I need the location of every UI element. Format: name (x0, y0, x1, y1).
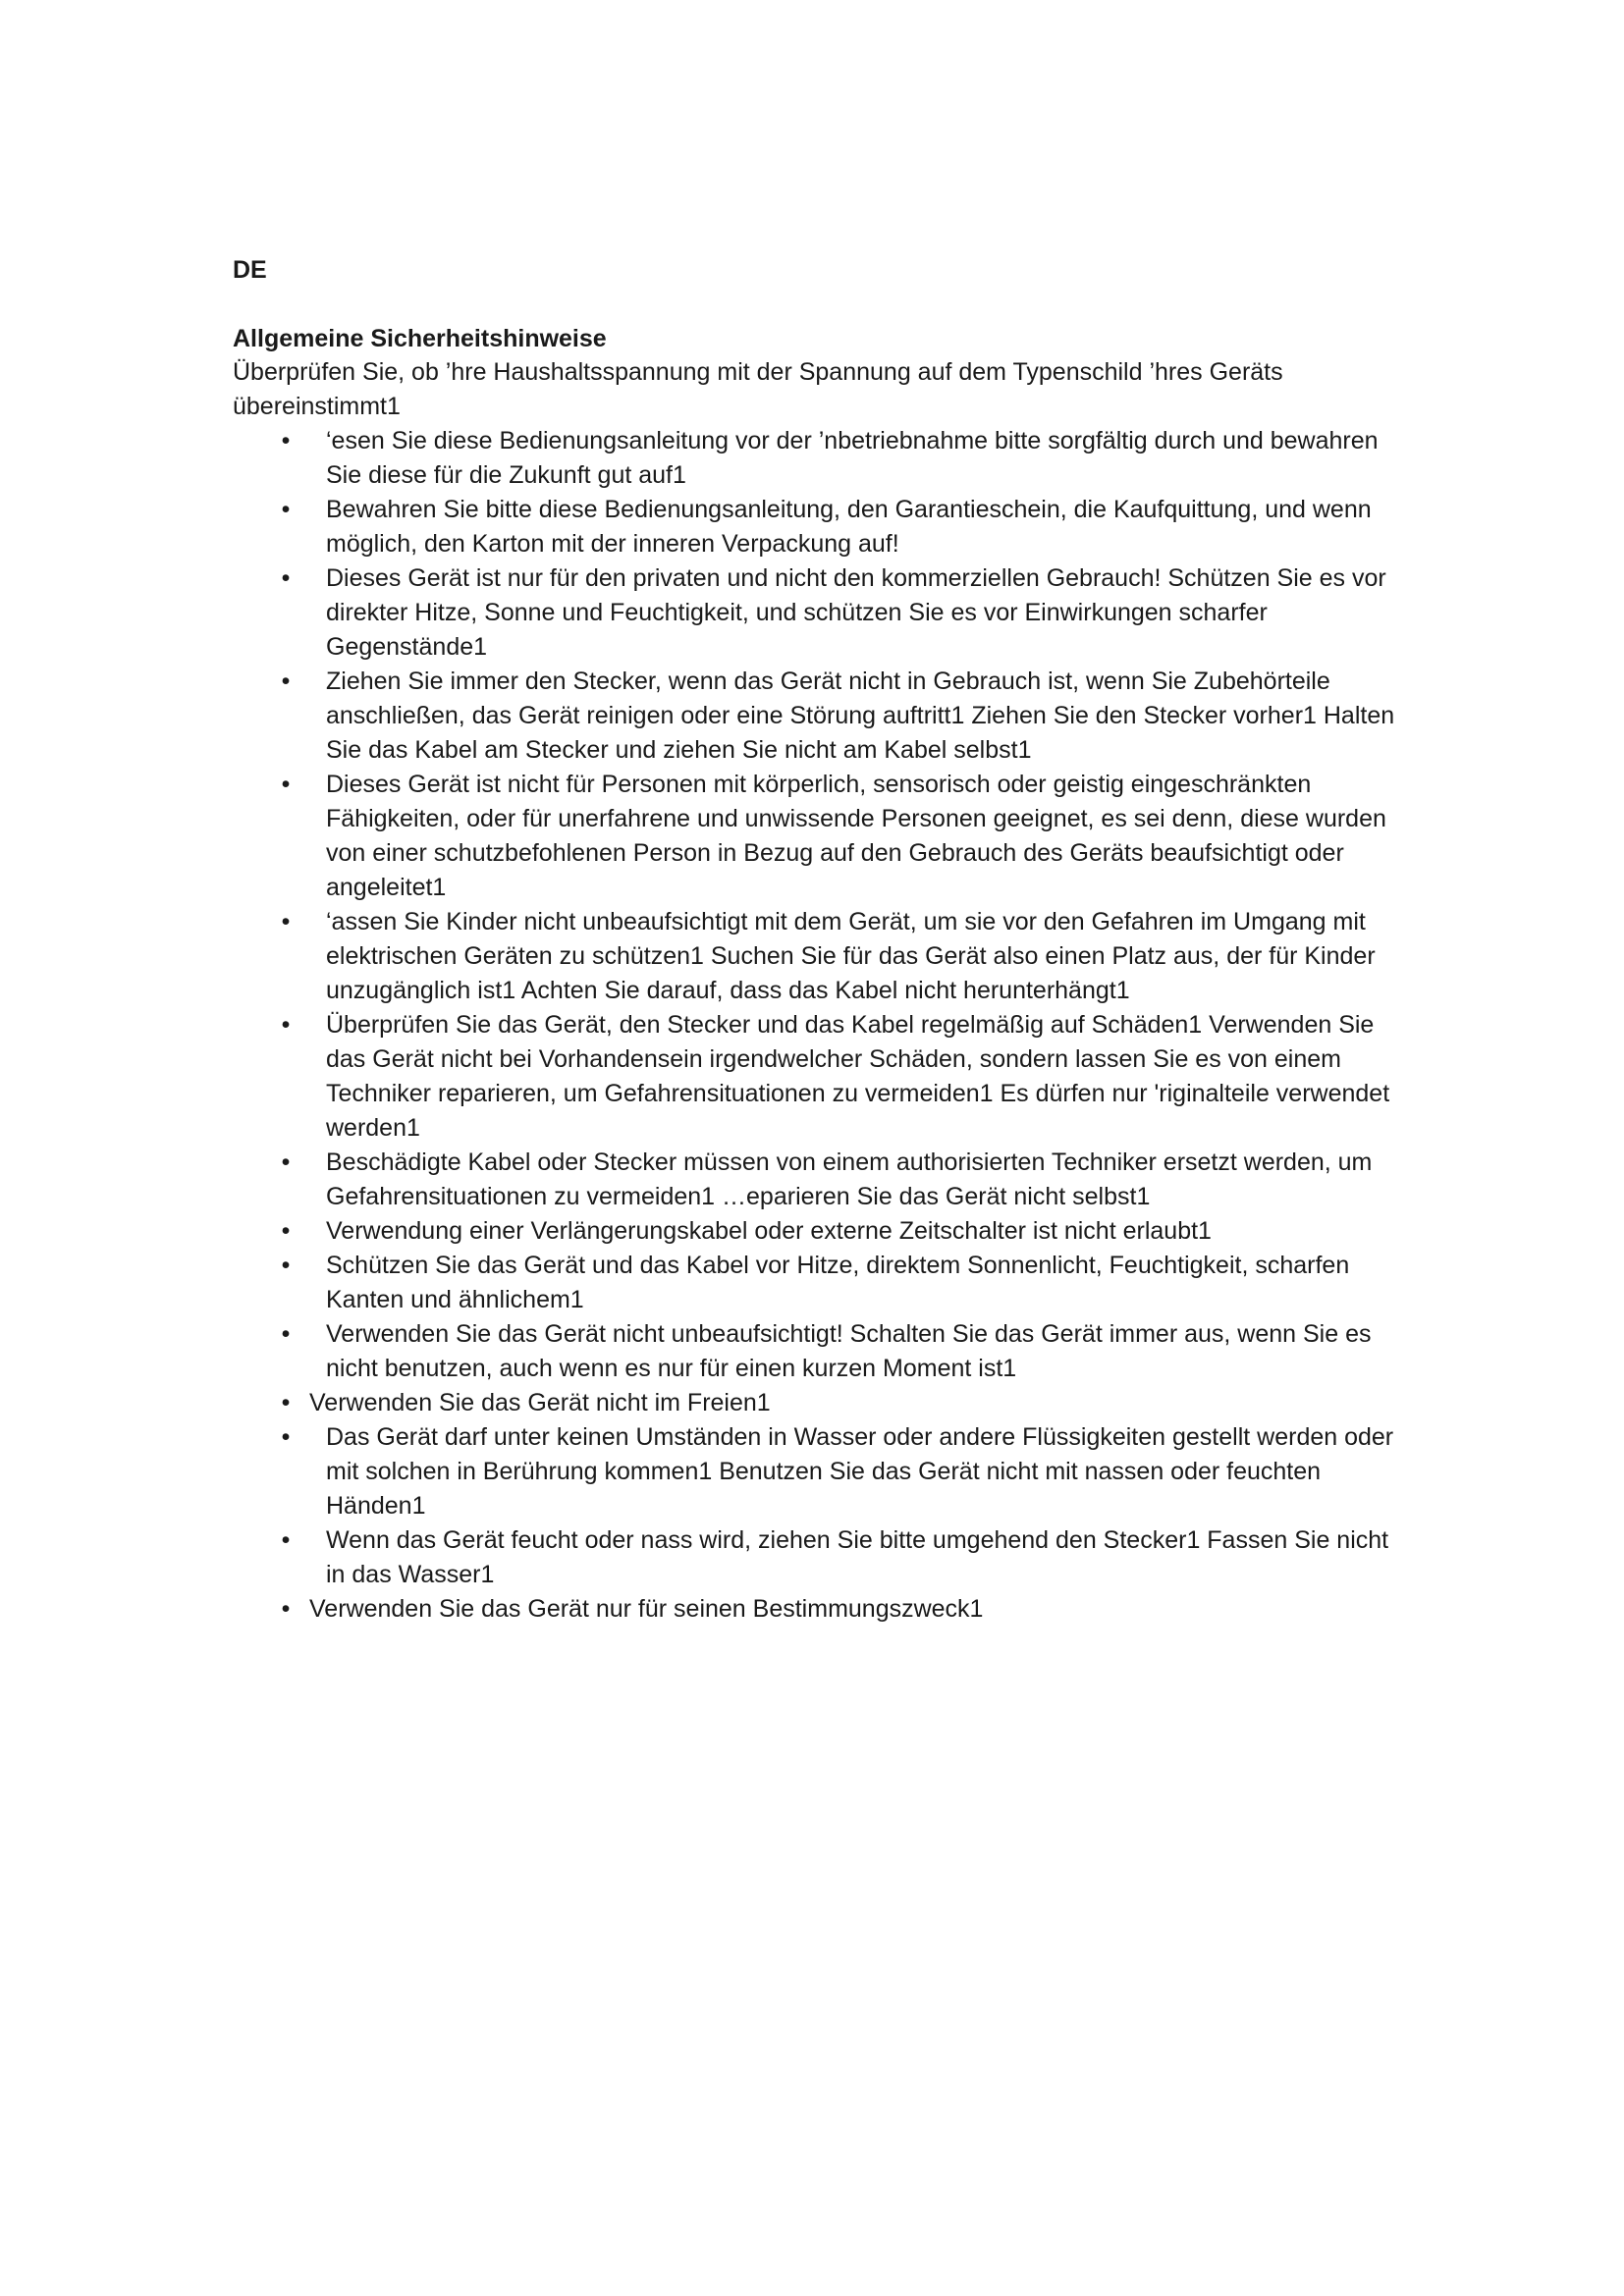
list-item-text: Das Gerät darf unter keinen Umständen in Wasser oder andere Flüssigkeiten gestellt werden oder mit solchen in Berührung kommen1 Benutzen Sie das Gerät nicht mit nassen oder feuchten Händen1 (326, 1423, 1394, 1520)
list-item (233, 561, 1411, 665)
list-item (233, 1214, 1411, 1249)
list-item (233, 1317, 1411, 1386)
list-item (233, 1386, 1411, 1420)
list-item-text: ‘assen Sie Kinder nicht unbeaufsichtigt mit dem Gerät, um sie vor den Gefahren im Umgang mit elektrischen Geräten zu schützen1 Suchen Sie für das Gerät also einen Platz aus, der für Kinder unzugänglich ist1 Achten Sie darauf, dass das Kabel nicht herunterhängt1 (326, 908, 1376, 1004)
list-item (233, 493, 1411, 561)
list-item-text: Beschädigte Kabel oder Stecker müssen von einem authorisierten Techniker ersetzt werden, um Gefahrensituationen zu vermeiden1 …eparieren Sie das Gerät nicht selbst1 (326, 1148, 1373, 1210)
list-item-text: Wenn das Gerät feucht oder nass wird, ziehen Sie bitte umgehend den Stecker1 Fassen Sie nicht in das Wasser1 (326, 1526, 1389, 1588)
list-item (233, 1008, 1411, 1146)
language-code: DE (233, 256, 267, 284)
bullet-icon: • (281, 1011, 291, 1039)
list-item-text: ‘esen Sie diese Bedienungsanleitung vor der ’nbetriebnahme bitte sorgfältig durch und bewahren Sie diese für die Zukunft gut auf1 (326, 427, 1379, 489)
bullet-icon: • (281, 1217, 291, 1245)
bullet-icon: • (281, 1148, 291, 1176)
list-item (233, 768, 1411, 905)
bullet-icon: • (281, 1389, 291, 1416)
section-title: Allgemeine Sicherheitshinweise (233, 325, 607, 352)
bullet-icon: • (281, 496, 291, 523)
list-item (233, 905, 1411, 1008)
list-item-text: Schützen Sie das Gerät und das Kabel vor Hitze, direktem Sonnenlicht, Feuchtigkeit, scharfen Kanten und ähnlichem1 (326, 1252, 1350, 1313)
list-item (233, 1592, 1411, 1627)
intro-paragraph: Überprüfen Sie, ob ’hre Haushaltsspannung mit der Spannung auf dem Typenschild ’hres Geräts übereinstimmt1 (233, 358, 1283, 420)
safety-instructions-list (233, 424, 1411, 1627)
list-item-text: Verwenden Sie das Gerät nicht im Freien1 (309, 1389, 771, 1416)
list-item-text: Dieses Gerät ist nicht für Personen mit körperlich, sensorisch oder geistig eingeschränkten Fähigkeiten, oder für unerfahrene und unwissende Personen geeignet, es sei denn, diese wurden von einer schutzbefohlenen Person in Bezug auf den Gebrauch des Geräts beaufsichtigt oder angeleitet1 (326, 771, 1386, 901)
list-item (233, 1523, 1411, 1592)
bullet-icon: • (281, 1526, 291, 1554)
bullet-icon: • (281, 1595, 291, 1623)
list-item-text: Ziehen Sie immer den Stecker, wenn das Gerät nicht in Gebrauch ist, wenn Sie Zubehörteile anschließen, das Gerät reinigen oder eine Störung auftritt1 Ziehen Sie den Stecker vorher1 Halten Sie das Kabel am Stecker und ziehen Sie nicht am Kabel selbst1 (326, 667, 1395, 764)
list-item (233, 424, 1411, 493)
bullet-icon: • (281, 908, 291, 935)
list-item-text: Verwenden Sie das Gerät nur für seinen Bestimmungszweck1 (309, 1595, 984, 1623)
list-item-text: Verwendung einer Verlängerungskabel oder externe Zeitschalter ist nicht erlaubt1 (326, 1217, 1212, 1245)
list-item-text: Verwenden Sie das Gerät nicht unbeaufsichtigt! Schalten Sie das Gerät immer aus, wenn Sie es nicht benutzen, auch wenn es nur für einen kurzen Moment ist1 (326, 1320, 1372, 1382)
bullet-icon: • (281, 1320, 291, 1348)
list-item (233, 665, 1411, 768)
list-item (233, 1420, 1411, 1523)
list-item-text: Dieses Gerät ist nur für den privaten und nicht den kommerziellen Gebrauch! Schützen Sie es vor direkter Hitze, Sonne und Feuchtigkeit, und schützen Sie es vor Einwirkungen scharfer Gegenstände1 (326, 564, 1386, 661)
bullet-icon: • (281, 1252, 291, 1279)
bullet-icon: • (281, 564, 291, 592)
list-item (233, 1249, 1411, 1317)
list-item-text: Bewahren Sie bitte diese Bedienungsanleitung, den Garantieschein, die Kaufquittung, und wenn möglich, den Karton mit der inneren Verpackung auf! (326, 496, 1372, 558)
list-item (233, 1146, 1411, 1214)
bullet-icon: • (281, 667, 291, 695)
bullet-icon: • (281, 427, 291, 454)
bullet-icon: • (281, 1423, 291, 1451)
bullet-icon: • (281, 771, 291, 798)
list-item-text: Überprüfen Sie das Gerät, den Stecker und das Kabel regelmäßig auf Schäden1 Verwenden Sie das Gerät nicht bei Vorhandensein irgendwelcher Schäden, sondern lassen Sie es von einem Techniker reparieren, um Gefahrensituationen zu vermeiden1 Es dürfen nur 'riginalteile verwendet werden1 (326, 1011, 1390, 1142)
